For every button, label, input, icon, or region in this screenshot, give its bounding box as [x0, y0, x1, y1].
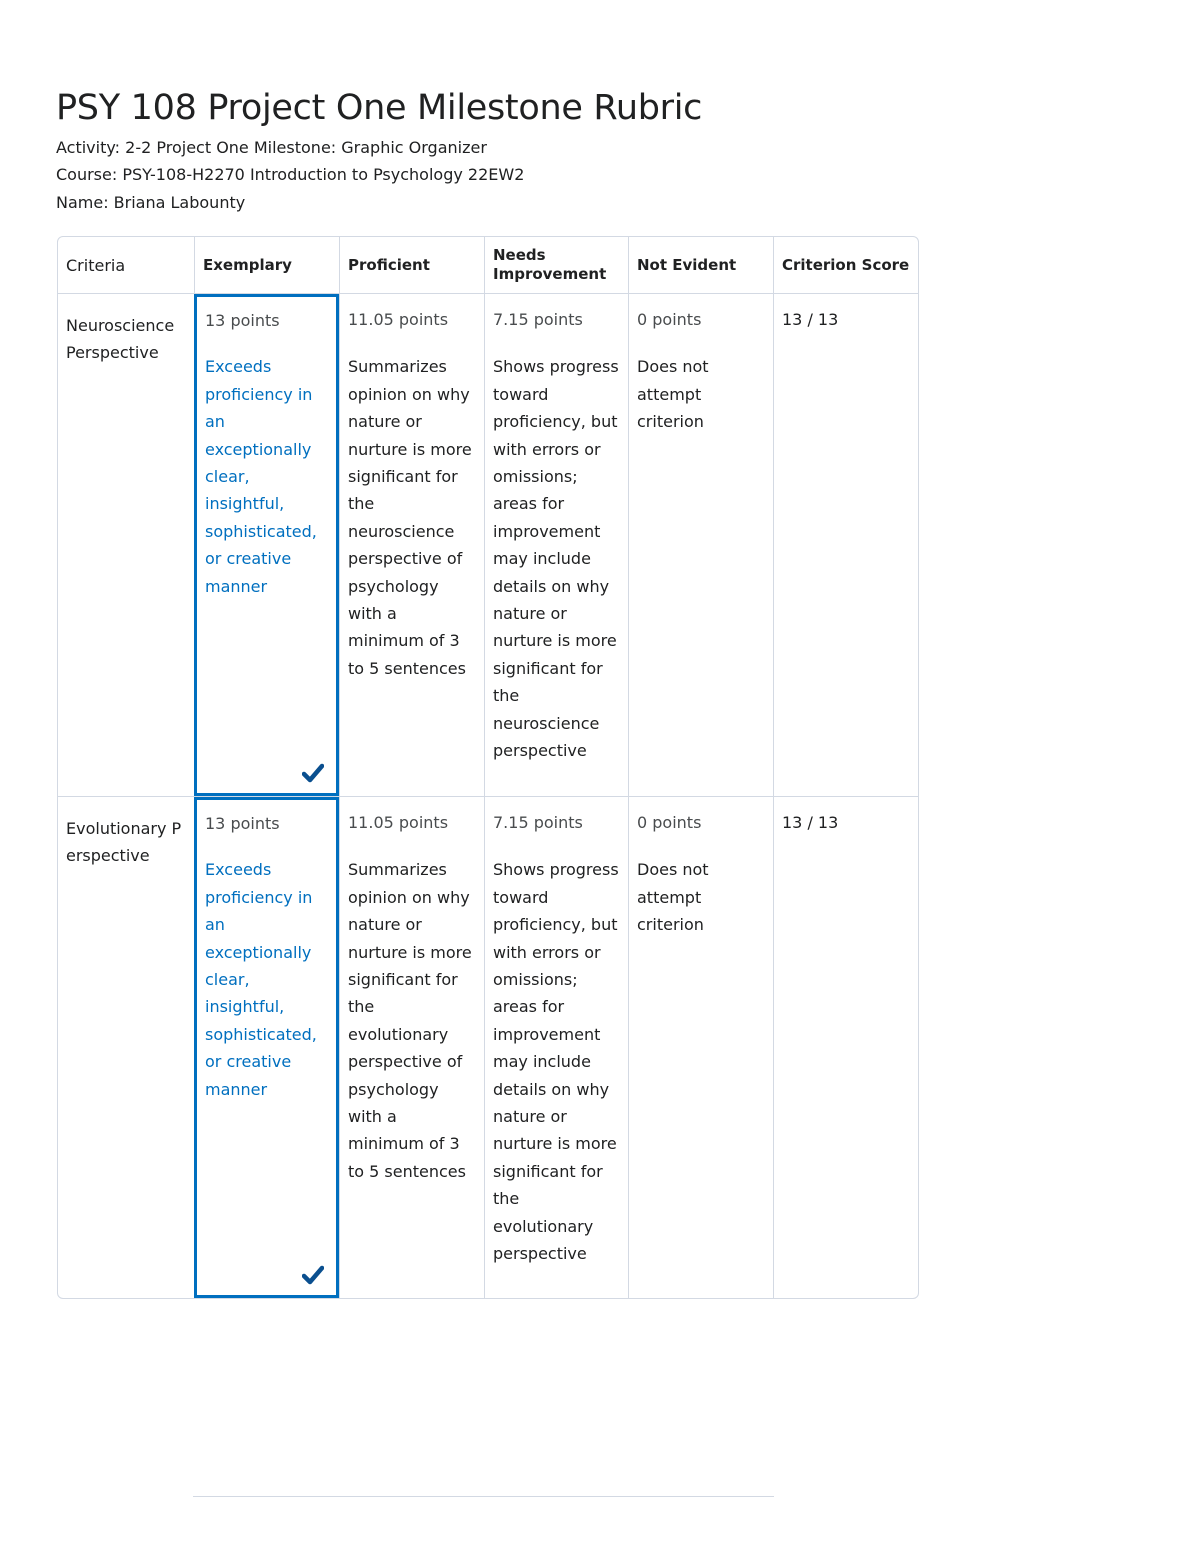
level-cell-proficient[interactable] [339, 294, 484, 796]
level-description: Does not attempt criterion [637, 357, 709, 432]
criterion-name-cell [58, 797, 194, 1298]
criterion-score: 13 / 13 [782, 813, 839, 832]
level-points: 11.05 points [348, 310, 449, 329]
student-name-line: Name: Briana Labounty [56, 193, 246, 212]
footer-divider [193, 1496, 774, 1497]
level-points: 0 points [637, 310, 702, 329]
level-cell-exemplary[interactable] [194, 294, 339, 796]
level-cell-needs-improvement[interactable] [484, 797, 628, 1298]
level-description: Exceeds proficiency in an exceptionally clear, insightful, sophisticated, or creative manner [205, 860, 317, 1099]
criterion-score: 13 / 13 [782, 310, 839, 329]
activity-line: Activity: 2-2 Project One Milestone: Graphic Organizer [56, 138, 487, 157]
criterion-score-cell [773, 797, 918, 1298]
level-description: Does not attempt criterion [637, 860, 709, 935]
checkmark-icon [302, 763, 324, 783]
header-exemplary: Exemplary [194, 237, 339, 293]
level-points: 13 points [205, 311, 280, 330]
header-criterion-score: Criterion Score [773, 237, 918, 293]
rubric-table [57, 236, 919, 1299]
level-description: Shows progress toward proficiency, but with errors or omissions; areas for improvement may include details on why nature or nurture is more significant for the neuroscience perspective [493, 357, 619, 761]
level-points: 11.05 points [348, 813, 449, 832]
level-description: Summarizes opinion on why nature or nurture is more significant for the evolutionary perspective of psychology with a minimum of 3 to 5 sentences [348, 860, 472, 1181]
course-line: Course: PSY-108-H2270 Introduction to Psychology 22EW2 [56, 165, 525, 184]
level-description: Shows progress toward proficiency, but with errors or omissions; areas for improvement may include details on why nature or nurture is more significant for the evolutionary perspective [493, 860, 619, 1264]
level-points: 0 points [637, 813, 702, 832]
criterion-score-cell [773, 294, 918, 796]
level-description: Summarizes opinion on why nature or nurture is more significant for the neuroscience perspective of psychology with a minimum of 3 to 5 sentences [348, 357, 472, 678]
level-cell-not-evident[interactable] [628, 797, 773, 1298]
page-title: PSY 108 Project One Milestone Rubric [56, 88, 703, 128]
criterion-name-cell [58, 294, 194, 796]
header-proficient: Proficient [339, 237, 484, 293]
level-points: 13 points [205, 814, 280, 833]
level-cell-not-evident[interactable] [628, 294, 773, 796]
checkmark-icon [302, 1265, 324, 1285]
criterion-name: Evolutionary Perspective [66, 819, 182, 866]
header-not-evident: Not Evident [628, 237, 773, 293]
table-row [58, 797, 918, 1298]
level-points: 7.15 points [493, 310, 583, 329]
level-cell-exemplary[interactable] [194, 797, 339, 1298]
table-row [58, 294, 918, 797]
rubric-header-row [58, 237, 918, 294]
header-criteria: Criteria [66, 255, 126, 275]
level-cell-needs-improvement[interactable] [484, 294, 628, 796]
level-points: 7.15 points [493, 813, 583, 832]
criterion-name: Neuroscience Perspective [66, 316, 175, 363]
header-needs-improvement: Needs Improvement [484, 237, 628, 293]
level-cell-proficient[interactable] [339, 797, 484, 1298]
level-description: Exceeds proficiency in an exceptionally clear, insightful, sophisticated, or creative manner [205, 357, 317, 596]
